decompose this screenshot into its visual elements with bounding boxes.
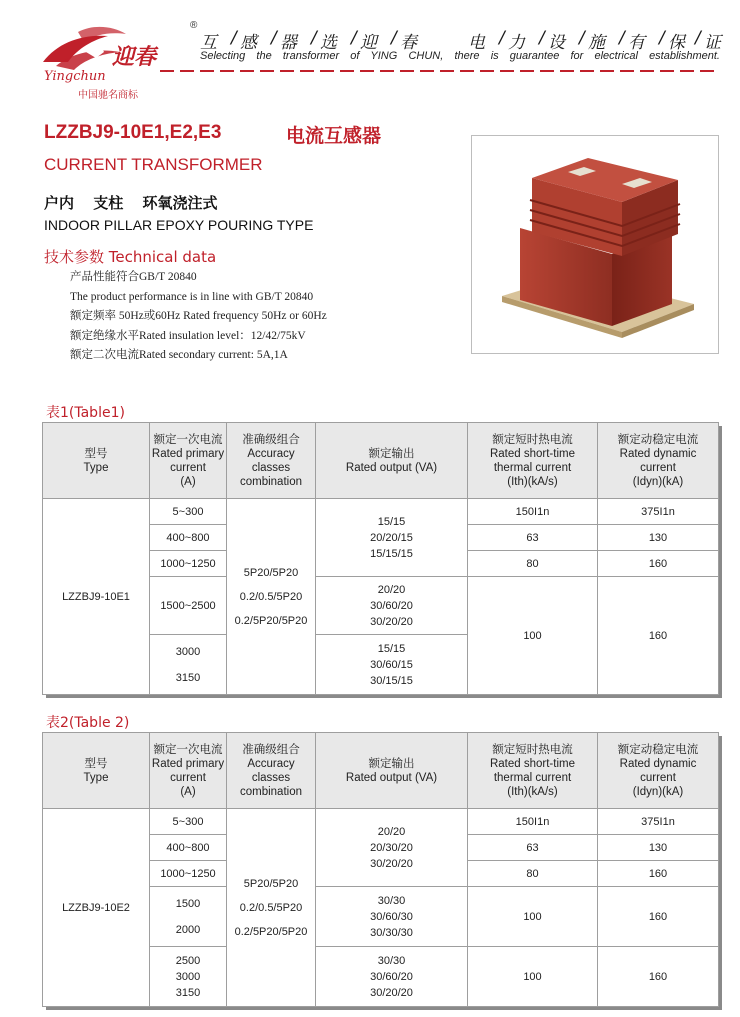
slogan-char-sep: / bbox=[539, 28, 545, 48]
model-cell: LZZBJ9-10E2 bbox=[43, 809, 150, 1007]
dynamic-cell: 375I1n bbox=[598, 499, 719, 525]
accuracy-cell: 5P20/5P20 0.2/0.5/5P20 0.2/5P20/5P20 bbox=[227, 809, 316, 1007]
slogan-char-sep: / bbox=[695, 28, 701, 48]
subtitle-en: CURRENT TRANSFORMER bbox=[44, 155, 263, 174]
thermal-cell: 150I1n bbox=[468, 809, 598, 835]
primary-cell: 5~300 bbox=[150, 809, 227, 835]
brand-logo bbox=[38, 22, 188, 84]
slogan-char: 感 bbox=[240, 33, 257, 53]
product-photo bbox=[471, 135, 719, 354]
type-en: INDOOR PILLAR EPOXY POURING TYPE bbox=[44, 217, 314, 233]
table1-caption: 表1(Table1) bbox=[46, 405, 125, 421]
primary-cell: 2500 3000 3150 bbox=[150, 947, 227, 1007]
accuracy-cell: 5P20/5P20 0.2/0.5/5P20 0.2/5P20/5P20 bbox=[227, 499, 316, 695]
slogan-char-sep: / bbox=[619, 28, 625, 48]
output-cell: 20/20 30/60/20 30/20/20 bbox=[316, 577, 468, 635]
slogan-char: 有 bbox=[628, 33, 645, 53]
col-header-accuracy: 准确级组合 Accuracy classes combination bbox=[227, 423, 316, 499]
model-title: LZZBJ9-10E1,E2,E3 bbox=[44, 122, 222, 143]
slogan-char: 电 bbox=[468, 33, 485, 53]
col-header-primary-current: 额定一次电流 Rated primary current (A) bbox=[150, 423, 227, 499]
spec-line: The product performance is in line with GB/T 20840 bbox=[70, 290, 314, 303]
primary-cell: 5~300 bbox=[150, 499, 227, 525]
primary-cell: 400~800 bbox=[150, 835, 227, 861]
output-cell: 15/15 20/20/15 15/15/15 bbox=[316, 499, 468, 577]
col-header-primary-current: 额定一次电流 Rated primary current (A) bbox=[150, 733, 227, 809]
primary-cell: 1500~2500 bbox=[150, 577, 227, 635]
slogan-en: Selecting the transformer of YING CHUN, there is guarantee for electrical establishment. bbox=[200, 50, 720, 62]
thermal-cell: 80 bbox=[468, 551, 598, 577]
primary-cell: 1500 2000 bbox=[150, 887, 227, 947]
output-cell: 30/30 30/60/20 30/20/20 bbox=[316, 947, 468, 1007]
dynamic-cell: 160 bbox=[598, 577, 719, 695]
slogan-char: 迎 bbox=[360, 33, 377, 53]
table1 bbox=[42, 422, 718, 694]
dynamic-cell: 130 bbox=[598, 835, 719, 861]
dynamic-cell: 160 bbox=[598, 861, 719, 887]
brand-latin: Yingchun bbox=[44, 69, 106, 84]
output-cell: 20/20 20/30/20 30/20/20 bbox=[316, 809, 468, 887]
model-title-cn: 电流互感器 bbox=[286, 125, 382, 147]
col-header-dynamic: 额定动稳定电流 Rated dynamic current (Idyn)(kA) bbox=[598, 423, 719, 499]
slogan-char: 力 bbox=[508, 33, 525, 53]
col-header-dynamic: 额定动稳定电流 Rated dynamic current (Idyn)(kA) bbox=[598, 733, 719, 809]
slogan-char-sep: / bbox=[499, 28, 505, 48]
dynamic-cell: 375I1n bbox=[598, 809, 719, 835]
col-header-thermal: 额定短时热电流 Rated short-time thermal current (Ith)(kA/s) bbox=[468, 423, 598, 499]
col-header-accuracy: 准确级组合 Accuracy classes combination bbox=[227, 733, 316, 809]
slogan-char-sep: / bbox=[391, 28, 397, 48]
col-header-type: 型号 Type bbox=[43, 423, 150, 499]
dynamic-cell: 160 bbox=[598, 947, 719, 1007]
thermal-cell: 150I1n bbox=[468, 499, 598, 525]
col-header-thermal: 额定短时热电流 Rated short-time thermal current (Ith)(kA/s) bbox=[468, 733, 598, 809]
dynamic-cell: 160 bbox=[598, 551, 719, 577]
table2-caption: 表2(Table 2) bbox=[46, 715, 130, 731]
slogan-char-sep: / bbox=[659, 28, 665, 48]
primary-cell: 1000~1250 bbox=[150, 861, 227, 887]
slogan-char-sep: / bbox=[311, 28, 317, 48]
thermal-cell: 100 bbox=[468, 887, 598, 947]
slogan-char-sep: / bbox=[231, 28, 237, 48]
thermal-cell: 100 bbox=[468, 577, 598, 695]
spec-line: 产品性能符合GB/T 20840 bbox=[70, 271, 197, 283]
header-dashed-divider bbox=[160, 70, 720, 72]
tech-data-heading: 技术参数 Technical data bbox=[44, 248, 217, 266]
dynamic-cell: 160 bbox=[598, 887, 719, 947]
thermal-cell: 100 bbox=[468, 947, 598, 1007]
type-cn: 户内 支柱 环氧浇注式 bbox=[44, 194, 218, 212]
slogan-char: 保 bbox=[668, 33, 685, 53]
brand-cn: 迎春 bbox=[112, 45, 157, 70]
slogan-char-sep: / bbox=[351, 28, 357, 48]
thermal-cell: 80 bbox=[468, 861, 598, 887]
output-cell: 15/15 30/60/15 30/15/15 bbox=[316, 635, 468, 695]
model-cell: LZZBJ9-10E1 bbox=[43, 499, 150, 695]
col-header-type: 型号 Type bbox=[43, 733, 150, 809]
spec-line: 额定频率 50Hz或60Hz Rated frequency 50Hz or 60Hz bbox=[70, 310, 327, 322]
famous-trademark-label: 中国驰名商标 bbox=[78, 90, 138, 101]
thermal-cell: 63 bbox=[468, 525, 598, 551]
dynamic-cell: 130 bbox=[598, 525, 719, 551]
col-header-output: 额定输出 Rated output (VA) bbox=[316, 733, 468, 809]
table2 bbox=[42, 732, 718, 1006]
slogan-char: 证 bbox=[704, 33, 721, 53]
col-header-output: 额定输出 Rated output (VA) bbox=[316, 423, 468, 499]
slogan-char-sep: / bbox=[579, 28, 585, 48]
slogan-char: 设 bbox=[548, 33, 565, 53]
slogan-char: 春 bbox=[400, 33, 417, 53]
primary-cell: 1000~1250 bbox=[150, 551, 227, 577]
registered-mark: ® bbox=[190, 20, 198, 31]
thermal-cell: 63 bbox=[468, 835, 598, 861]
slogan-char: 互 bbox=[200, 33, 217, 53]
slogan-char: 施 bbox=[588, 33, 605, 53]
slogan-char: 选 bbox=[320, 33, 337, 53]
primary-cell: 400~800 bbox=[150, 525, 227, 551]
spec-line: 额定二次电流Rated secondary current: 5A,1A bbox=[70, 349, 288, 361]
slogan-char: 器 bbox=[280, 33, 297, 53]
primary-cell: 3000 3150 bbox=[150, 635, 227, 695]
spec-list bbox=[70, 268, 327, 366]
spec-line: 额定绝缘水平Rated insulation level：12/42/75kV bbox=[70, 329, 306, 342]
slogan-char-sep: / bbox=[271, 28, 277, 48]
output-cell: 30/30 30/60/30 30/30/30 bbox=[316, 887, 468, 947]
